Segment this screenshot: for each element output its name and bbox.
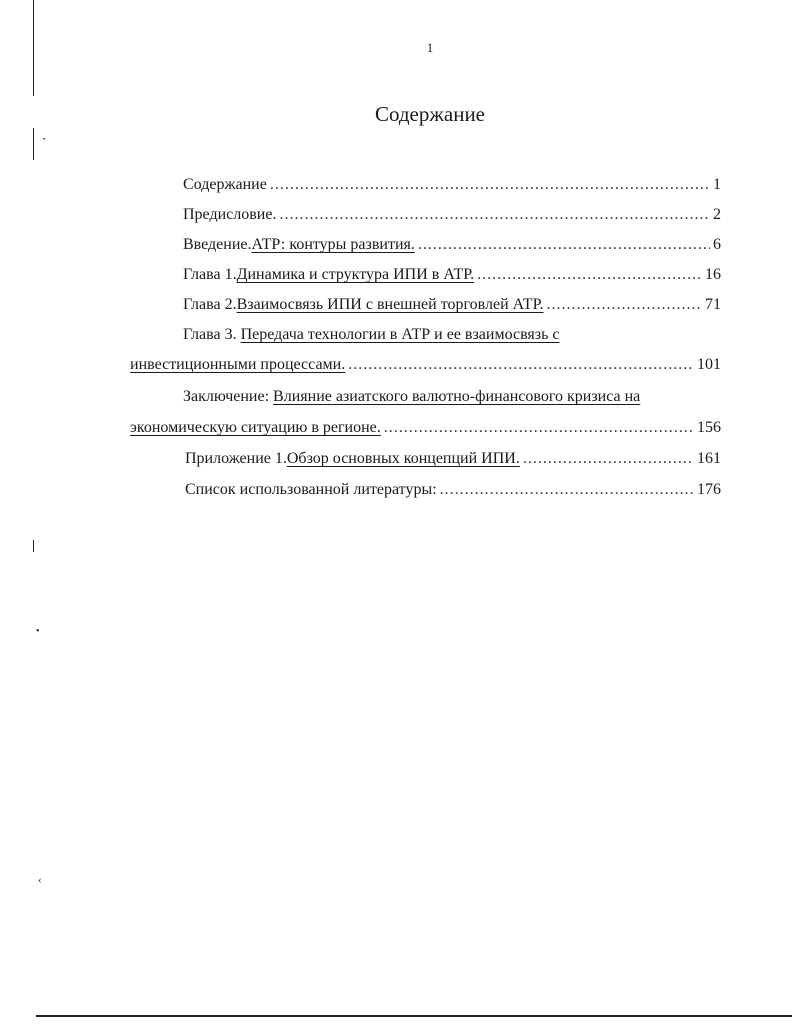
toc-page-number: 176	[697, 481, 721, 498]
toc-entry-link[interactable]: Обзор основных концепций ИПИ.	[286, 450, 520, 467]
scan-bottom-line	[36, 1015, 792, 1017]
toc-entry-chapter-2[interactable]	[183, 292, 721, 318]
toc-entry-prefix: Введение.	[183, 236, 252, 253]
scan-speck: ˏ	[42, 126, 47, 141]
scan-speck: ‹	[38, 874, 42, 886]
toc-page-number: 6	[713, 236, 721, 253]
toc-leader	[270, 172, 710, 198]
toc-leader	[546, 292, 702, 318]
toc-leader	[279, 202, 710, 228]
page-title: Содержание	[374, 102, 486, 126]
toc-leader	[523, 446, 694, 472]
toc-entry-chapter-3-line1[interactable]	[183, 322, 560, 348]
toc-entry-preface[interactable]	[183, 202, 721, 228]
toc-entry-link[interactable]: Влияние азиатского валютно-финансового кризиса на	[273, 388, 641, 405]
toc-entry-prefix: Глава 3.	[183, 326, 241, 343]
toc-page-number: 161	[697, 450, 721, 467]
toc-entry-link[interactable]: Взаимосвязь ИПИ с внешней торговлей АТР.	[236, 296, 544, 313]
toc-entry-bibliography[interactable]	[185, 477, 721, 503]
toc-entry-link[interactable]: Передача технологии в АТР и ее взаимосвязь с	[240, 326, 560, 343]
toc-entry-label: Предисловие.	[183, 206, 277, 223]
toc-entry-link[interactable]: АТР: контуры развития.	[251, 236, 415, 253]
page-number: 1	[426, 40, 434, 55]
toc-entry-label: Содержание	[183, 176, 267, 193]
toc-entry-chapter-1[interactable]	[183, 262, 721, 288]
scan-edge-line	[33, 128, 34, 160]
toc-entry-prefix: Заключение:	[183, 388, 274, 405]
toc-entry-conclusion-line1[interactable]	[183, 384, 640, 410]
toc-entry-prefix: Приложение 1.	[185, 450, 287, 467]
scan-edge-line	[33, 540, 34, 552]
scan-speck: •	[36, 626, 40, 637]
toc-leader	[348, 352, 694, 378]
toc-entry-link[interactable]: Динамика и структура ИПИ в АТР.	[236, 266, 475, 283]
toc-page-number: 2	[713, 206, 721, 223]
toc-leader	[384, 415, 694, 441]
toc-entry-contents[interactable]	[183, 172, 721, 198]
toc-entry-prefix: Глава 2.	[183, 296, 237, 313]
toc-entry-conclusion-line2[interactable]	[130, 415, 721, 441]
toc-page-number: 16	[705, 266, 721, 283]
toc-page-number: 156	[697, 419, 721, 436]
toc-entry-appendix-1[interactable]	[185, 446, 721, 472]
toc-entry-link[interactable]: экономическую ситуацию в регионе.	[130, 419, 381, 436]
toc-entry-prefix: Глава 1.	[183, 266, 237, 283]
toc-entry-chapter-3-line2[interactable]	[130, 352, 721, 378]
toc-entry-link[interactable]: инвестиционными процессами.	[130, 356, 346, 373]
toc-page-number: 71	[705, 296, 721, 313]
toc-leader	[418, 232, 710, 258]
toc-page-number: 1	[713, 176, 721, 193]
toc-entry-introduction[interactable]	[183, 232, 721, 258]
toc-leader	[440, 477, 694, 503]
toc-entry-label: Список использованной литературы:	[185, 481, 437, 498]
toc-page-number: 101	[697, 356, 721, 373]
toc-leader	[477, 262, 702, 288]
